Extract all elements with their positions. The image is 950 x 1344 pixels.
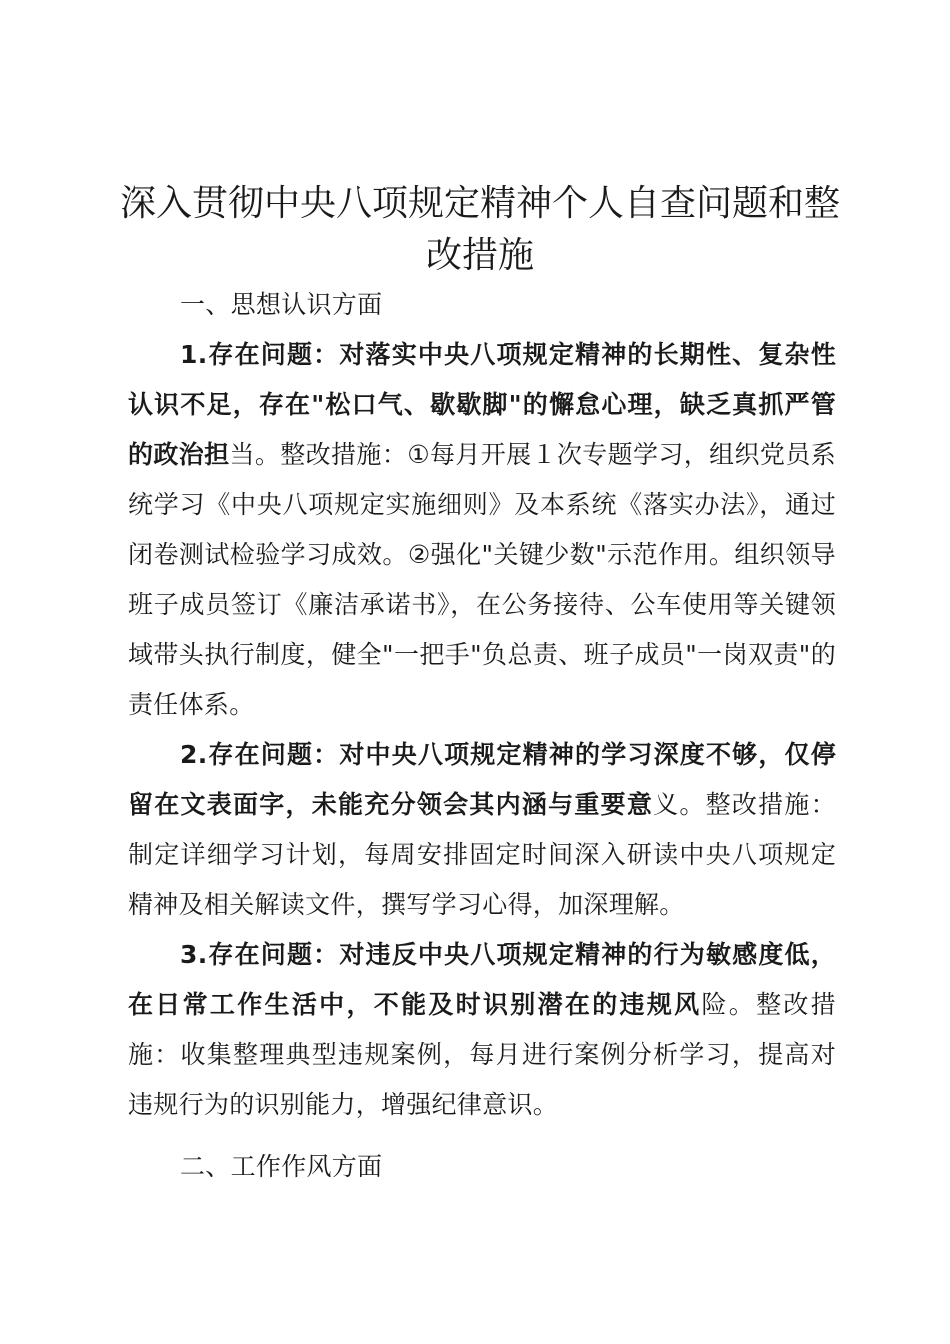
section-heading-2: 二、工作作风方面	[180, 1152, 383, 1181]
item-problem-2: 2.存在问题：对中央八项规定精神的学习深度不够，仅停留在文表面字，未能充分领会其内涵与重要意	[128, 740, 836, 819]
item-measures-3: 险。整改措施：收集整理典型违规案例，每月进行案例分析学习，提高对违规行为的识别能力，增强纪律意识。	[128, 990, 836, 1119]
item-paragraph-1	[128, 330, 836, 730]
document-title: 深入贯彻中央八项规定精神个人自查问题和整改措施	[119, 183, 840, 276]
item-paragraph-3	[128, 930, 836, 1130]
section-heading-1: 一、思想认识方面	[180, 290, 383, 319]
item-measures-1: 当。整改措施：①每月开展１次专题学习，组织党员系统学习《中央八项规定实施细则》及本系统《落实办法》，通过闭卷测试检验学习成效。②强化"关键少数"示范作用。组织领导班子成员签订《廉洁承诺书》，在公务接待、公车使用等关键领域带头执行制度，健全"一把手"负总责、班子成员"一岗双责"的责任体系。	[128, 440, 836, 719]
item-problem-1: 1.存在问题：对落实中央八项规定精神的长期性、复杂性认识不足，存在"松口气、歇歇脚"的懈怠心理，缺乏真抓严管的政治担	[128, 340, 836, 469]
item-paragraph-2	[128, 730, 836, 930]
item-measures-2: 义。整改措施：制定详细学习计划，每周安排固定时间深入研读中央八项规定精神及相关解读文件，撰写学习心得，加深理解。	[128, 790, 836, 919]
item-problem-3: 3.存在问题：对违反中央八项规定精神的行为敏感度低，在日常工作生活中，不能及时识别潜在的违规风	[128, 940, 836, 1019]
document-body	[128, 280, 836, 1192]
